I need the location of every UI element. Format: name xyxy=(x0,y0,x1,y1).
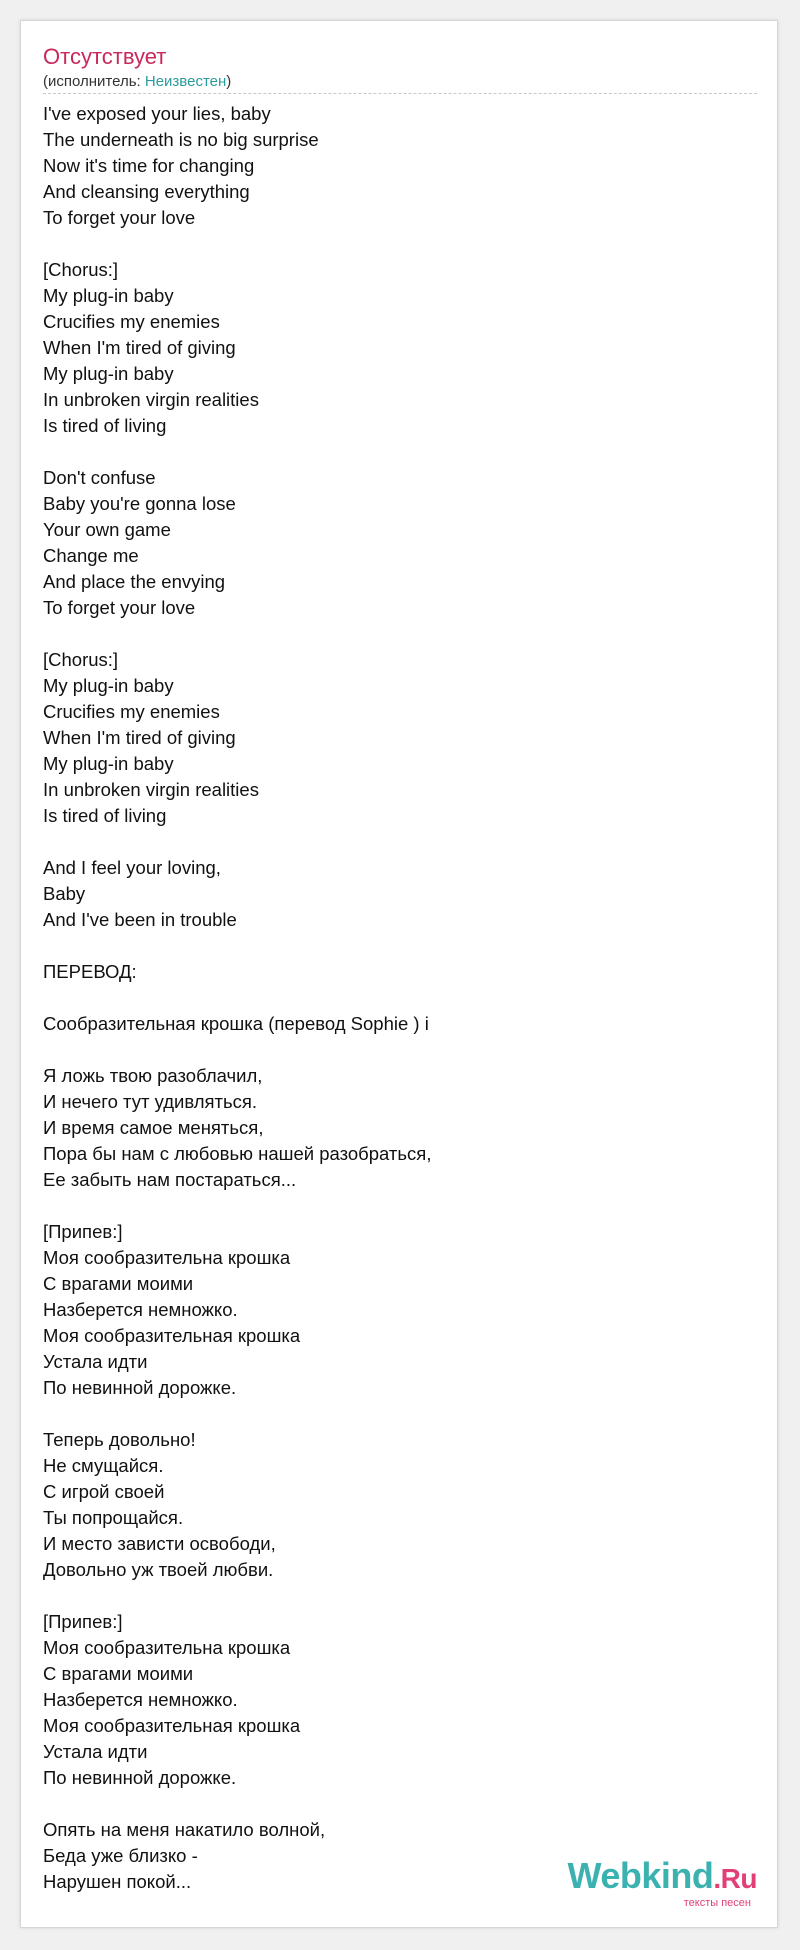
lyric-line: Беда уже близко - xyxy=(43,1845,198,1866)
lyric-line: Crucifies my enemies xyxy=(43,701,220,722)
lyric-line: [Припев:] xyxy=(43,1611,123,1632)
lyric-line: Now it's time for changing xyxy=(43,155,255,176)
lyric-line: По невинной дорожке. xyxy=(43,1377,237,1398)
lyric-line: Ты попрощайся. xyxy=(43,1507,184,1528)
lyric-line xyxy=(43,1791,431,1817)
lyric-line: ПЕРЕВОД: xyxy=(43,961,137,982)
lyrics-card xyxy=(20,20,778,1928)
lyric-line: And cleansing everything xyxy=(43,181,250,202)
lyric-line: My plug-in baby xyxy=(43,363,174,384)
lyrics-body xyxy=(43,101,431,1895)
lyric-line: And I feel your loving, xyxy=(43,857,221,878)
lyric-line: По невинной дорожке. xyxy=(43,1767,237,1788)
lyric-line: И нечего тут удивляться. xyxy=(43,1091,258,1112)
lyric-line xyxy=(43,1193,431,1219)
lyric-line: И время самое меняться, xyxy=(43,1117,264,1138)
lyric-line: Пора бы нам с любовью нашей разобраться, xyxy=(43,1143,432,1164)
lyric-line xyxy=(43,985,431,1011)
lyric-line: Don't confuse xyxy=(43,467,156,488)
lyric-line: Нарушен покой... xyxy=(43,1871,192,1892)
lyric-line xyxy=(43,439,431,465)
lyric-line: [Chorus:] xyxy=(43,259,119,280)
lyric-line: Crucifies my enemies xyxy=(43,311,220,332)
lyric-line: Опять на меня накатило волной, xyxy=(43,1819,326,1840)
lyric-line: Устала идти xyxy=(43,1741,148,1762)
lyric-line xyxy=(43,1037,431,1063)
lyric-line: Change me xyxy=(43,545,139,566)
lyric-line: In unbroken virgin realities xyxy=(43,779,259,800)
lyric-line: Ее забыть нам постараться... xyxy=(43,1169,297,1190)
lyric-line: Не смущайся. xyxy=(43,1455,164,1476)
lyric-line xyxy=(43,1401,431,1427)
lyric-line xyxy=(43,933,431,959)
lyric-line: Моя сообразительна крошка xyxy=(43,1247,291,1268)
lyric-line: My plug-in baby xyxy=(43,753,174,774)
lyric-line: Я ложь твою разоблачил, xyxy=(43,1065,263,1086)
lyric-line: Назберется немножко. xyxy=(43,1689,238,1710)
lyric-line xyxy=(43,829,431,855)
lyric-line: When I'm tired of giving xyxy=(43,337,236,358)
lyric-line: Сообразительная крошка (перевод Sophie ) i xyxy=(43,1013,429,1034)
lyric-line: Is tired of living xyxy=(43,805,167,826)
lyric-line: My plug-in baby xyxy=(43,285,174,306)
lyric-line: Теперь довольно! xyxy=(43,1429,196,1450)
logo-tagline: тексты песен xyxy=(683,1897,751,1909)
lyric-line: [Chorus:] xyxy=(43,649,119,670)
lyric-line: When I'm tired of giving xyxy=(43,727,236,748)
lyric-line: С игрой своей xyxy=(43,1481,165,1502)
lyric-line: My plug-in baby xyxy=(43,675,174,696)
artist-prefix: (исполнитель: xyxy=(43,73,145,90)
lyric-line xyxy=(43,1583,431,1609)
lyric-line: Your own game xyxy=(43,519,171,540)
lyric-line: In unbroken virgin realities xyxy=(43,389,259,410)
lyric-line: Устала идти xyxy=(43,1351,148,1372)
artist-suffix: ) xyxy=(226,73,232,90)
lyric-line: Довольно уж твоей любви. xyxy=(43,1559,274,1580)
lyric-line: [Припев:] xyxy=(43,1221,123,1242)
lyric-line: Моя сообразительна крошка xyxy=(43,1637,291,1658)
lyric-line: С врагами моими xyxy=(43,1663,194,1684)
lyric-line xyxy=(43,231,431,257)
artist-meta xyxy=(43,73,231,91)
lyric-line xyxy=(43,621,431,647)
song-title: Отсутствует xyxy=(43,44,167,69)
header-divider xyxy=(43,93,757,94)
lyric-line: Моя сообразительная крошка xyxy=(43,1325,301,1346)
site-logo[interactable] xyxy=(567,1855,757,1909)
lyric-line: Назберется немножко. xyxy=(43,1299,238,1320)
logo-tld: .Ru xyxy=(713,1863,757,1894)
lyric-line: Baby you're gonna lose xyxy=(43,493,236,514)
lyric-line: To forget your love xyxy=(43,207,196,228)
artist-link[interactable]: Неизвестен xyxy=(144,73,227,90)
lyric-line: And place the envying xyxy=(43,571,226,592)
lyric-line: Baby xyxy=(43,883,86,904)
lyric-line: I've exposed your lies, baby xyxy=(43,103,271,124)
lyric-line: The underneath is no big surprise xyxy=(43,129,319,150)
lyric-line: To forget your love xyxy=(43,597,196,618)
lyric-line: And I've been in trouble xyxy=(43,909,237,930)
logo-wordmark: Webkind xyxy=(567,1855,714,1896)
lyric-line: Is tired of living xyxy=(43,415,167,436)
lyric-line: Моя сообразительная крошка xyxy=(43,1715,301,1736)
lyric-line: И место зависти освободи, xyxy=(43,1533,276,1554)
lyric-line: С врагами моими xyxy=(43,1273,194,1294)
